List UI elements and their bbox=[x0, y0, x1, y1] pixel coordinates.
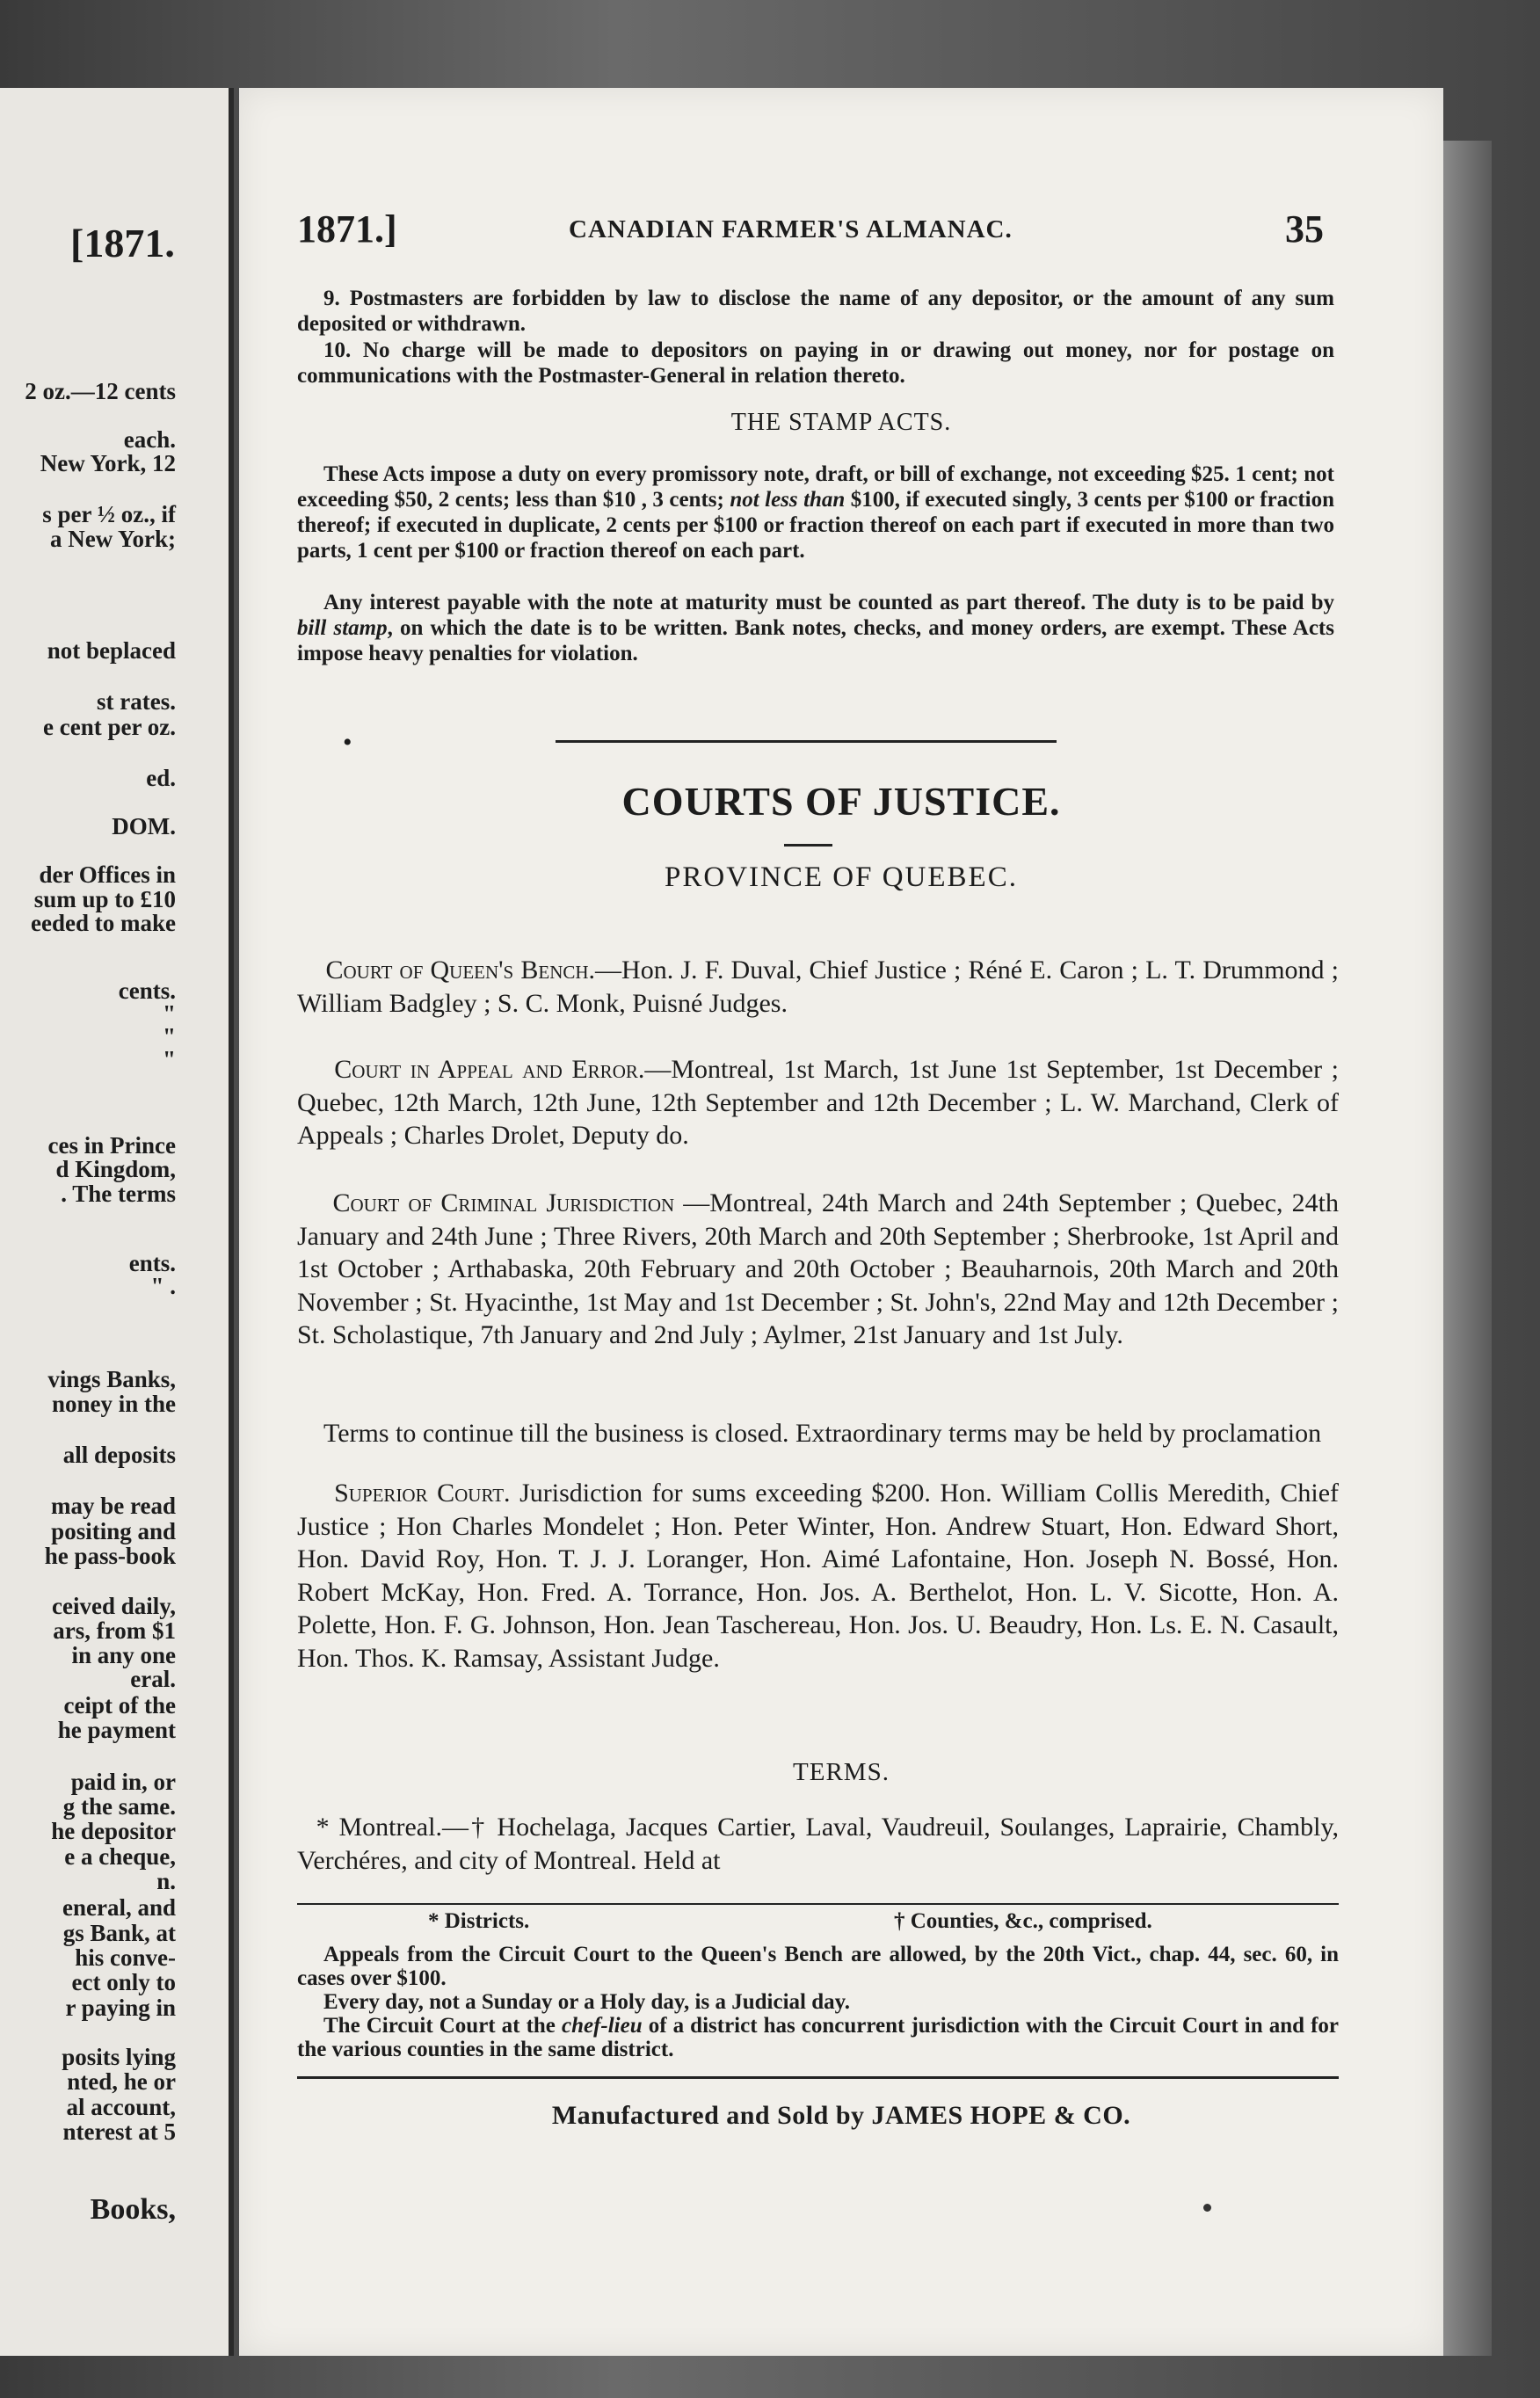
left-page-line: der Offices in bbox=[39, 861, 176, 888]
ink-dot bbox=[1203, 2204, 1211, 2212]
left-page-line: his conve- bbox=[75, 1944, 176, 1971]
left-page-line: may be read bbox=[51, 1493, 176, 1519]
footnote-circuit-court: The Circuit Court at the chef-lieu of a district has concurrent jurisdiction with the Circuit Court in and for the various counties in the same district. bbox=[297, 2014, 1339, 2061]
header-title: CANADIAN FARMER'S ALMANAC. bbox=[569, 215, 1013, 243]
left-page-line: each. bbox=[123, 426, 176, 453]
left-page-header: [1871. bbox=[70, 221, 175, 265]
left-page-line: " bbox=[163, 1023, 176, 1050]
left-page-line: ces in Prince bbox=[47, 1132, 176, 1159]
left-page-line: . The terms bbox=[61, 1181, 176, 1207]
section-divider bbox=[556, 740, 1057, 743]
left-page-line: ars, from $1 bbox=[53, 1617, 176, 1644]
left-page-line: positing and bbox=[51, 1518, 176, 1544]
left-page-line: posits lying bbox=[62, 2044, 176, 2070]
footnote-divider bbox=[297, 1903, 1339, 1905]
page-edge bbox=[1443, 141, 1492, 2356]
left-page-line: noney in the bbox=[51, 1391, 176, 1417]
left-page-line: New York, 12 bbox=[40, 450, 176, 476]
left-page-line: ect only to bbox=[71, 1969, 176, 1995]
stamp-acts-title: THE STAMP ACTS. bbox=[730, 409, 952, 436]
left-page-line: s per ½ oz., if bbox=[42, 501, 176, 527]
left-page-line: al account, bbox=[66, 2094, 176, 2120]
savings-paragraph-10: 10. No charge will be made to depositors on paying in or drawing out money, nor for postage on communications with the Postmaster-General in relation thereto. bbox=[297, 338, 1334, 388]
left-page-line: he pass-book bbox=[44, 1543, 176, 1569]
left-page-line: ents. bbox=[128, 1250, 176, 1276]
footer-divider bbox=[297, 2076, 1339, 2079]
left-page-line: st rates. bbox=[97, 688, 176, 715]
stamp-acts-paragraph-2: Any interest payable with the note at maturity must be counted as part thereof. The duty is to be paid by bill stamp, on which the date is to be written. Bank notes, checks, and money orders, are exempt. These Acts impose heavy penalties for violation. bbox=[297, 591, 1334, 665]
left-page-line: ceived daily, bbox=[52, 1593, 176, 1619]
left-page-line: not beplaced bbox=[47, 637, 176, 664]
left-page-line: n. bbox=[156, 1868, 176, 1894]
left-page-line: g the same. bbox=[62, 1793, 176, 1820]
left-page-line: e a cheque, bbox=[64, 1843, 176, 1870]
left-page-line: r paying in bbox=[65, 1995, 176, 2021]
left-page-line: " bbox=[163, 1000, 176, 1027]
left-page-line: cents. bbox=[118, 977, 176, 1004]
left-page-line: d Kingdom, bbox=[55, 1156, 176, 1182]
left-page-line: eral. bbox=[130, 1666, 176, 1692]
montreal-terms-paragraph: * Montreal.—† Hochelaga, Jacques Cartier, Laval, Vaudreuil, Soulanges, Laprairie, Chambly, Verchéres, and city of Montreal. Held at bbox=[297, 1813, 1339, 1875]
manufacturer-line: Manufactured and Sold by JAMES HOPE & CO. bbox=[551, 2101, 1131, 2130]
footnote-districts: * Districts. bbox=[428, 1909, 530, 1933]
queens-bench-paragraph: Court of Queen's Bench.—Hon. J. F. Duval, Chief Justice ; Réné E. Caron ; L. T. Drummond ; William Badgley ; S. C. Monk, Puisné Judges. bbox=[297, 956, 1340, 1018]
footnote-counties: † Counties, &c., comprised. bbox=[894, 1909, 1152, 1933]
almanac-page bbox=[239, 88, 1443, 2356]
left-page-line: he depositor bbox=[51, 1818, 176, 1844]
criminal-court-paragraph: Court of Criminal Jurisdiction —Montreal, 24th March and 24th September ; Quebec, 24th January and 24th June ; Three Rivers, 20th March and 20th September ; Sherbrooke, 1st April and 1st October ; Arthabaska, 20th February and 20th October ; Beauharnois, 20th March and 20th November ; St. Hyacinthe, 1st May and 1st December ; St. John's, 22nd May and 12th December ; St. Scholastique, 7th January and 2nd July ; Aylmer, 21st January and 1st July. bbox=[297, 1188, 1339, 1349]
left-page-line: in any one bbox=[71, 1642, 176, 1668]
left-page-line: sum up to £10 bbox=[33, 886, 176, 912]
bullet-mark: • bbox=[343, 728, 352, 757]
footnote-appeals: Appeals from the Circuit Court to the Queen's Bench are allowed, by the 20th Vict., chap. 44, sec. 60, in cases over $100. bbox=[297, 1943, 1339, 1990]
superior-court-paragraph: Superior Court. Jurisdiction for sums exceeding $200. Hon. William Collis Meredith, Chief Justice ; Hon Charles Mondelet ; Hon. Peter Winter, Hon. Andrew Stuart, Hon. Edward Short, Hon. David Roy, Hon. T. J. J. Loranger, Hon. Aimé Lafontaine, Hon. Joseph N. Bossé, Hon. Robert McKay, Hon. Fred. A. Torrance, Hon. Jos. A. Berthelot, Hon. L. V. Sicotte, Hon. A. Polette, Hon. F. G. Johnson, Hon. Jean Taschereau, Hon. Jos. U. Beaudry, Hon. Ls. E. N. Casault, Hon. Thos. K. Ramsay, Assistant Judge. bbox=[297, 1479, 1340, 1673]
left-page-line: nterest at 5 bbox=[62, 2118, 176, 2145]
left-page-line: " . bbox=[150, 1273, 176, 1299]
left-page-line: eeded to make bbox=[31, 910, 176, 936]
stamp-acts-paragraph-1: These Acts impose a duty on every promissory note, draft, or bill of exchange, not exceeding $25. 1 cent; not exceeding $50, 2 cents; less than $10 , 3 cents; not less than $100, if executed singly, 3 cents per $100 or fraction thereof; if executed in duplicate, 2 cents per $100 or fraction thereof on each part if executed in more than two parts, 1 cent per $100 or fraction thereof on each part. bbox=[297, 462, 1334, 563]
courts-title: COURTS OF JUSTICE. bbox=[621, 779, 1061, 824]
left-page-line: gs Bank, at bbox=[62, 1920, 176, 1946]
footnote-judicial-day: Every day, not a Sunday or a Holy day, is a Judicial day. bbox=[323, 1990, 850, 2014]
left-page-line: a New York; bbox=[50, 526, 176, 552]
left-page-line: all deposits bbox=[62, 1442, 176, 1468]
left-page-line: paid in, or bbox=[70, 1769, 176, 1795]
province-title: PROVINCE OF QUEBEC. bbox=[665, 861, 1018, 893]
left-page-line: eneral, and bbox=[62, 1894, 176, 1921]
left-page-line: he payment bbox=[57, 1717, 176, 1743]
left-page-line: vings Banks, bbox=[47, 1366, 176, 1392]
left-page-line: DOM. bbox=[112, 813, 176, 839]
left-facing-page bbox=[0, 88, 234, 2356]
left-page-line: ed. bbox=[146, 765, 176, 791]
terms-title: TERMS. bbox=[793, 1758, 890, 1786]
left-page-line: e cent per oz. bbox=[43, 714, 176, 740]
left-page-line: " bbox=[163, 1046, 176, 1072]
left-page-books: Books, bbox=[90, 2193, 176, 2226]
left-page-line: nted, he or bbox=[67, 2068, 176, 2095]
short-rule bbox=[784, 844, 832, 847]
left-page-line: 2 oz.—12 cents bbox=[25, 378, 176, 404]
savings-paragraph-9: 9. Postmasters are forbidden by law to disclose the name of any depositor, or the amount of any sum deposited or withdrawn. bbox=[297, 287, 1334, 336]
appeal-court-paragraph: Court in Appeal and Error.—Montreal, 1st March, 1st June 1st September, 1st December ; Quebec, 12th March, 12th June, 12th September and 12th December ; L. W. Marchand, Clerk of Appeals ; Charles Drolet, Deputy do. bbox=[297, 1055, 1340, 1150]
header-year: 1871.] bbox=[297, 207, 397, 251]
left-page-line: ceipt of the bbox=[63, 1692, 176, 1719]
terms-note-paragraph: Terms to continue till the business is closed. Extraordinary terms may be held by proclamation bbox=[323, 1419, 1322, 1448]
page-number: 35 bbox=[1285, 207, 1324, 251]
